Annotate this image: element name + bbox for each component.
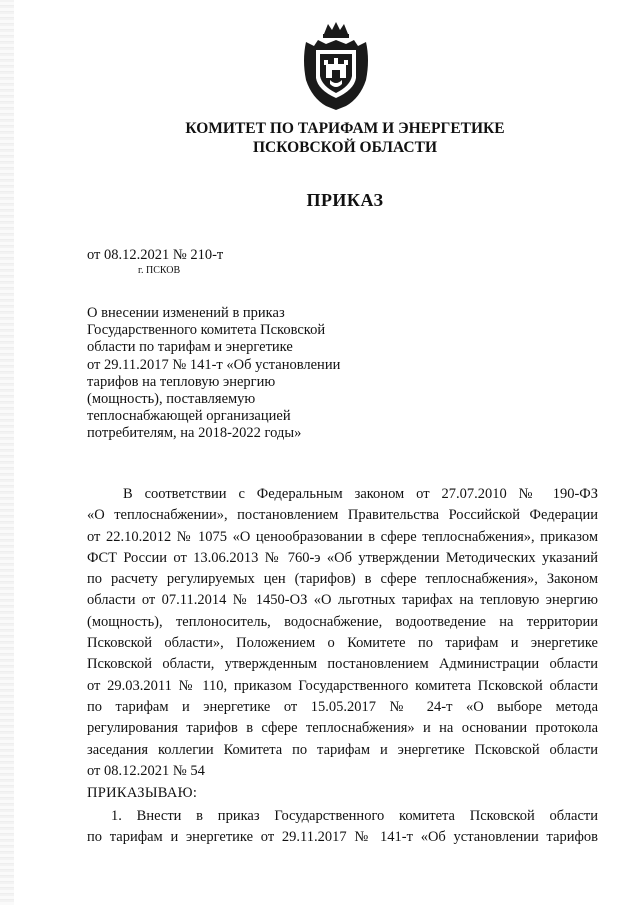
- subject-line: теплоснабжающей организацией: [87, 408, 291, 425]
- body-line: ФСТ России от 13.06.2013 № 760-э «Об утверждении Методических указаний: [87, 549, 598, 566]
- body-line: заседания коллегии Комитета по тарифам и энергетике Псковской области: [87, 741, 598, 758]
- org-name-line-1: КОМИТЕТ ПО ТАРИФАМ И ЭНЕРГЕТИКЕ: [185, 120, 505, 137]
- subject-line: тарифов на тепловую энергию: [87, 373, 276, 390]
- order-city: г. ПСКОВ: [138, 265, 181, 276]
- body-line: области от 07.11.2014 № 1450-ОЗ «О льготных тарифах на тепловую энергию: [87, 592, 598, 609]
- body-line: «О теплоснабжении», постановлением Правительства Российской Федерации: [87, 507, 598, 524]
- issuing-organization: [150, 119, 540, 157]
- subject-line: от 29.11.2017 № 141-т «Об установлении: [87, 356, 341, 373]
- preamble-paragraph: [87, 484, 598, 782]
- document-type: ПРИКАЗ: [306, 190, 384, 210]
- org-name-line-2: ПСКОВСКОЙ ОБЛАСТИ: [252, 139, 437, 156]
- subject-line: потребителям, на 2018-2022 годы»: [87, 425, 302, 442]
- body-line: по тарифам и энергетике от 15.05.2017 № 24-т «О выборе метода: [87, 698, 598, 715]
- coat-of-arms-icon: [296, 20, 376, 112]
- body-line: от 22.10.2012 № 1075 «О ценообразовании в сфере теплоснабжения», приказом: [87, 528, 598, 545]
- order-subject: [87, 305, 387, 443]
- body-line: регулирования тарифов в сфере теплоснабжения» и на основании протокола: [87, 720, 598, 737]
- body-line: (мощность), теплоноситель, водоснабжение, водоотведение на территории: [87, 613, 598, 630]
- body-line: от 08.12.2021 № 54: [87, 762, 205, 779]
- subject-line: области по тарифам и энергетике: [87, 339, 293, 356]
- subject-line: (мощность), поставляемую: [87, 391, 256, 408]
- body-line: от 29.03.2011 № 110, приказом Государственного комитета Псковской области: [87, 677, 598, 694]
- scan-edge-artifact: [0, 0, 14, 905]
- point-line: по тарифам и энергетике от 29.11.2017 № 141-т «Об установлении тарифов: [87, 829, 598, 846]
- body-line: Псковской области», Положением о Комитете по тарифам и энергетике: [87, 635, 598, 652]
- order-keyword: ПРИКАЗЫВАЮ:: [87, 785, 198, 801]
- body-line: Псковской области, утвержденным постановлением Администрации области: [87, 656, 598, 673]
- order-point-1: [87, 806, 598, 849]
- body-line: В соответствии с Федеральным законом от 27.07.2010 № 190-ФЗ: [123, 486, 598, 502]
- subject-line: О внесении изменений в приказ: [87, 305, 285, 321]
- body-line: по расчету регулируемых цен (тарифов) в сфере теплоснабжения», Законом: [87, 571, 598, 588]
- point-line: 1. Внести в приказ Государственного комитета Псковской области: [111, 808, 598, 824]
- order-date-number: от 08.12.2021 № 210-т: [87, 247, 224, 263]
- subject-line: Государственного комитета Псковской: [87, 322, 326, 339]
